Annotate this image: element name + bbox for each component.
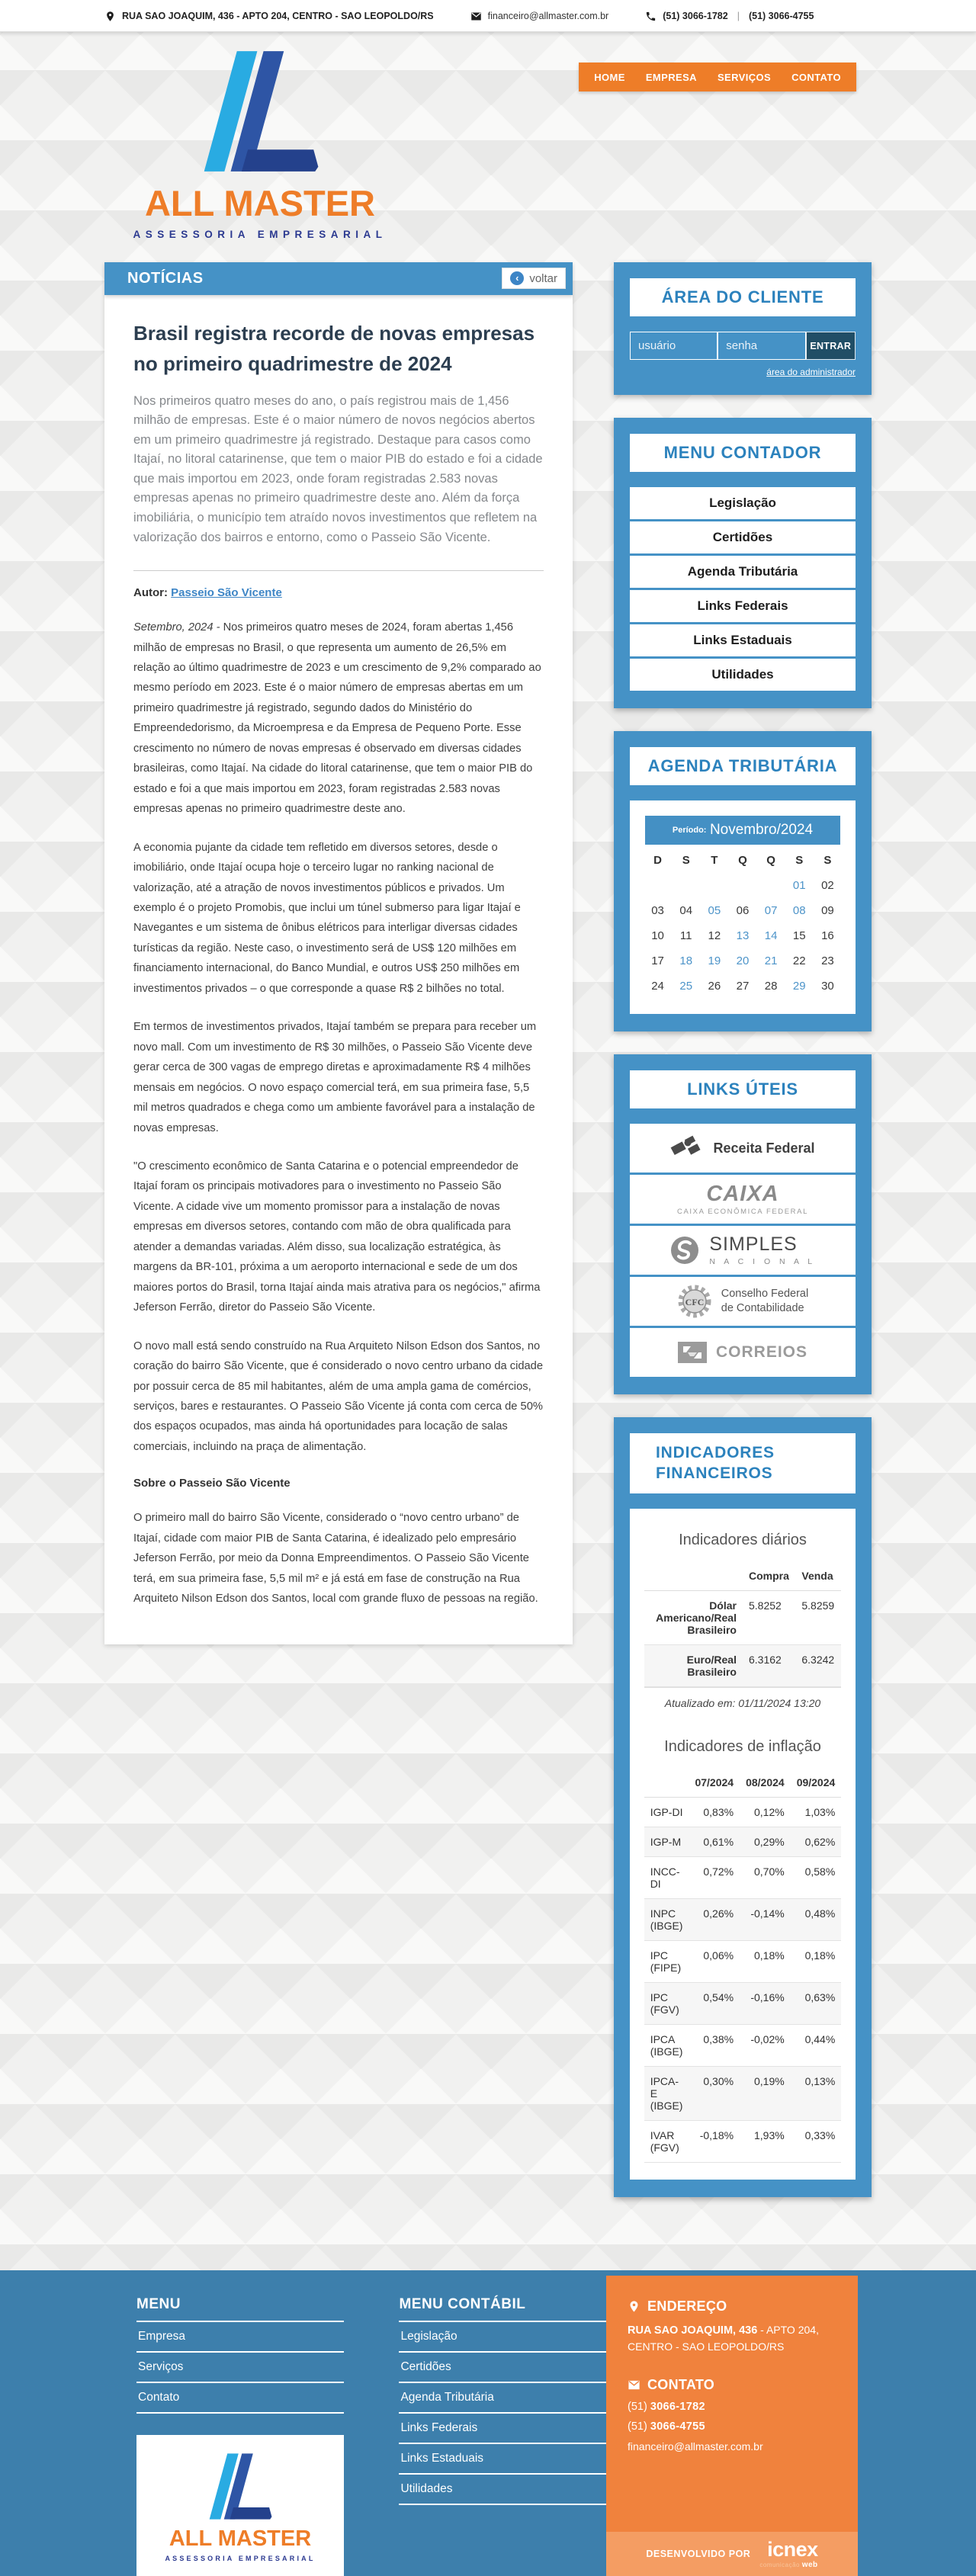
calendar-day: 17 xyxy=(651,954,664,967)
inflation-table-header xyxy=(644,1768,842,1798)
footer-address-line1-bold: RUA SAO JOAQUIM, 436 xyxy=(628,2324,758,2337)
calendar-day: 06 xyxy=(736,904,750,917)
icnex-logo[interactable] xyxy=(759,2539,817,2569)
inflation-col-3: 09/2024 xyxy=(791,1768,842,1798)
inflation-value-1: 0,61% xyxy=(703,1835,734,1848)
link-correios[interactable] xyxy=(630,1328,856,1377)
calendar-day: 28 xyxy=(764,980,778,993)
daily-indicator-venda: 5.8259 xyxy=(801,1599,835,1612)
financial-indicators-title: INDICADORES FINANCEIROS xyxy=(630,1433,856,1493)
calendar-day-header: Q xyxy=(766,854,775,867)
accountant-menu-box xyxy=(614,418,872,708)
back-arrow-icon: ‹ xyxy=(510,271,524,285)
accountant-menu-item[interactable]: Links Estaduais xyxy=(630,624,856,656)
back-button[interactable] xyxy=(502,268,566,289)
article-subheading: Sobre o Passeio São Vicente xyxy=(133,1477,291,1490)
inflation-indicator-row xyxy=(644,2024,842,2066)
calendar-day xyxy=(644,873,672,898)
article-paragraph-6: O primeiro mall do bairro São Vicente, considerado o “novo centro urbano” de Itajaí, cidade com maior PIB de Santa Catarina, é idealizado pelo empresário Jeferson Ferrão, por meio da Donna Empreendimentos. O Passeio São Vicente terá, em sua primeira fase, 5,5 mil m² e já está em fase de construção na Rua Arquiteto Nilson Edson dos Santos, local com grande fluxo de pessoas na região. xyxy=(133,1512,538,1606)
inflation-value-3: 0,48% xyxy=(804,1907,836,1920)
login-button[interactable]: ENTRAR xyxy=(806,332,856,360)
inflation-value-2: -0,02% xyxy=(750,2032,785,2045)
accountant-menu-item[interactable]: Legislação xyxy=(630,487,856,519)
inflation-indicator-row xyxy=(644,1940,842,1982)
topbar-phones xyxy=(645,11,814,22)
daily-indicator-compra: 5.8252 xyxy=(748,1599,782,1612)
calendar-day: 23 xyxy=(821,954,834,967)
footer-logo-title: ALL MASTER xyxy=(169,2526,312,2551)
inflation-value-1: 0,54% xyxy=(703,1991,734,2003)
indicators-card xyxy=(630,1509,856,2180)
nav-link[interactable]: SERVIÇOS xyxy=(717,71,772,83)
nav-link[interactable]: HOME xyxy=(594,71,625,83)
svg-text:CFC: CFC xyxy=(685,1297,705,1307)
daily-indicator-row xyxy=(644,1590,840,1644)
inflation-col-empty xyxy=(644,1768,689,1798)
calendar-day[interactable]: 13 xyxy=(736,929,750,942)
calendar-day[interactable]: 14 xyxy=(764,929,778,942)
link-receita-federal[interactable] xyxy=(630,1124,856,1173)
footer-menu-item[interactable]: Empresa xyxy=(136,2322,344,2353)
password-input[interactable] xyxy=(718,332,805,360)
calendar-day[interactable]: 25 xyxy=(679,980,693,993)
inflation-indicator-label: IVAR (FGV) xyxy=(650,2128,679,2154)
footer-email[interactable]: financeiro@allmaster.com.br xyxy=(628,2440,763,2452)
article-paragraph-5: O novo mall está sendo construído na Rua Arquiteto Nilson Edson dos Santos, no coração do bairro São Vicente, que é considerado o novo centro urbano da cidade por possuir cerca de 85 mil habitantes, além de uma ampla gama de comércios, serviços, bares e restaurantes. O Passeio São Vicente já conta com cerca de 50% dos espaços ocupados, mas ainda há oportunidades para locação de salas comerciais, incluindo na praça de alimentação. xyxy=(133,1339,544,1453)
calendar-day: 26 xyxy=(708,980,721,993)
inflation-indicator-label: IPC (FGV) xyxy=(650,1991,679,2016)
calendar-day: 15 xyxy=(792,929,806,942)
receita-federal-label: Receita Federal xyxy=(713,1140,815,1156)
author-label: Autor: xyxy=(133,586,168,600)
cfc-label-line2: de Contabilidade xyxy=(721,1302,804,1314)
calendar-day: 22 xyxy=(792,954,806,967)
inflation-indicator-row xyxy=(644,2066,842,2120)
inflation-col-1: 07/2024 xyxy=(689,1768,740,1798)
inflation-value-1: 0,83% xyxy=(703,1805,734,1818)
caixa-sublabel: CAIXA ECONÔMICA FEDERAL xyxy=(677,1207,808,1216)
inflation-value-2: 0,29% xyxy=(753,1835,785,1848)
article-author xyxy=(133,586,544,599)
footer-phone-1 xyxy=(628,2401,836,2413)
accountant-menu-list xyxy=(630,487,856,691)
news-column xyxy=(104,262,573,2220)
daily-indicator-label: Dólar Americano/Real Brasileiro xyxy=(656,1599,737,1636)
calendar-day xyxy=(757,873,785,898)
calendar-day: 16 xyxy=(821,929,834,942)
phone-icon xyxy=(645,11,657,22)
inflation-value-2: -0,14% xyxy=(750,1907,785,1920)
inflation-value-3: 0,58% xyxy=(804,1865,836,1878)
footer-accounting-menu-item[interactable]: Links Federais xyxy=(399,2414,617,2444)
inflation-indicator-label: IGP-M xyxy=(650,1835,682,1848)
envelope-icon xyxy=(628,2379,640,2392)
daily-indicator-compra: 6.3162 xyxy=(748,1653,782,1666)
calendar-period-value: Novembro/2024 xyxy=(709,822,814,838)
accountant-menu-title: MENU CONTADOR xyxy=(630,434,856,472)
calendar-day[interactable]: 20 xyxy=(736,954,750,967)
cfc-label-line1: Conselho Federal xyxy=(721,1288,809,1301)
daily-indicators-table xyxy=(644,1561,840,1687)
article-date-lead: Setembro, 2024 - xyxy=(133,621,220,634)
receita-federal-icon xyxy=(670,1135,704,1161)
accountant-menu-item[interactable]: Agenda Tributária xyxy=(630,556,856,588)
inflation-indicator-row xyxy=(644,1827,842,1856)
topbar-address xyxy=(104,11,434,22)
developed-by-label: DESENVOLVIDO POR xyxy=(646,2549,751,2560)
calendar-day: 02 xyxy=(821,879,834,892)
calendar-day[interactable]: 29 xyxy=(792,980,806,993)
daily-col-venda: Venda xyxy=(795,1561,840,1591)
footer-contact-heading xyxy=(628,2377,836,2393)
site-logo[interactable] xyxy=(108,40,413,240)
calendar-day[interactable]: 01 xyxy=(792,879,806,892)
calendar-day: 27 xyxy=(736,980,750,993)
calendar-day[interactable]: 08 xyxy=(792,904,806,917)
link-simples-nacional[interactable] xyxy=(630,1226,856,1275)
link-caixa[interactable] xyxy=(630,1175,856,1224)
nav-link[interactable]: CONTATO xyxy=(791,71,841,83)
icnex-sub-light: comunicação xyxy=(759,2561,802,2568)
logo-title: ALL MASTER xyxy=(144,183,375,223)
main-navigation xyxy=(579,63,856,91)
inflation-indicators-title: Indicadores de inflação xyxy=(664,1737,821,1755)
calendar-week-row xyxy=(644,974,842,999)
inflation-value-1: -0,18% xyxy=(699,2128,734,2141)
inflation-indicator-label: INCC-DI xyxy=(650,1865,680,1890)
inflation-value-3: 0,33% xyxy=(804,2128,836,2141)
calendar-day: 03 xyxy=(651,904,664,917)
calendar-day[interactable]: 18 xyxy=(679,954,693,967)
footer-accounting-menu-item[interactable]: Certidões xyxy=(399,2353,617,2383)
indicators-updated-at: Atualizado em: 01/11/2024 13:20 xyxy=(644,1687,840,1711)
calendar-day-header: T xyxy=(711,854,718,867)
envelope-icon xyxy=(470,11,482,22)
developed-by-bar xyxy=(606,2532,858,2576)
calendar-day-header: Q xyxy=(738,854,747,867)
inflation-indicator-row xyxy=(644,1797,842,1827)
calendar-day: 04 xyxy=(679,904,693,917)
footer-accounting-menu-column xyxy=(399,2296,617,2505)
calendar-day: 09 xyxy=(821,904,834,917)
inflation-indicator-row xyxy=(644,1856,842,1898)
inflation-indicator-row xyxy=(644,1982,842,2024)
inflation-indicators-table xyxy=(644,1768,842,2163)
calendar-day: 12 xyxy=(708,929,721,942)
top-contact-bar xyxy=(0,0,976,32)
icnex-sub-text xyxy=(759,2562,817,2569)
footer-address-text xyxy=(628,2322,836,2356)
inflation-value-3: 0,18% xyxy=(804,1949,836,1962)
cfc-label xyxy=(721,1287,808,1316)
inflation-value-3: 0,62% xyxy=(804,1835,836,1848)
icnex-brand-text: icnex xyxy=(767,2537,818,2561)
inflation-value-3: 0,63% xyxy=(804,1991,836,2003)
footer-menu-column xyxy=(136,2296,344,2576)
correios-icon xyxy=(678,1342,707,1363)
calendar-day-header: S xyxy=(795,854,804,867)
footer-menu-item[interactable]: Serviços xyxy=(136,2353,344,2383)
article-intro: Nos primeiros quatro meses do ano, o país registrou mais de 1,456 milhão de empresas. Este é o maior número de novos negócios abertos em um primeiro quadrimestre já registrado. Destaque para casos como Itajaí, no litoral catarinense, que tem o maior PIB do estado e foi a cidade que mais importou em 2023, onde foram registradas 2.583 novas empresas apenas no primeiro quadrimestre deste ano. Além da força imobiliária, o município tem atraído novos investimentos que refletem na valorização dos bairros e entorno, como o Passeio São Vicente. xyxy=(133,393,543,544)
login-form xyxy=(630,332,856,360)
inflation-value-1: 0,30% xyxy=(703,2074,734,2087)
article-paragraph-1-text: Nos primeiros quatro meses de 2024, foram abertas 1,456 milhão de empresas no Brasil, o que representa um aumento de 26,5% em relação ao último quadrimestre de 2023 e um crescimento de 9,2% comparado ao mesmo período em 2023. Este é o maior número de empresas abertas em um primeiro quadrimestre já registrado, segundo dados do Ministério do Empreendedorismo, da Microempresa e da Empresa de Pequeno Porte. Esse crescimento no número de novas empresas é observado em diversas cidades brasileiras, como Itajaí. Na cidade do litoral catarinense, que tem o maior PIB do estado e foi a que mais importou em 2023, foram registradas 2.583 novas empresas apenas no primeiro quadrimestre deste ano. xyxy=(133,621,541,816)
article-title: Brasil registra recorde de novas empresas no primeiro quadrimestre de 2024 xyxy=(133,322,535,376)
topbar-address-text: RUA SAO JOAQUIM, 436 - APTO 204, CENTRO - SAO LEOPOLDO/RS xyxy=(122,11,434,21)
calendar-period xyxy=(645,816,840,845)
calendar-day[interactable]: 19 xyxy=(708,954,721,967)
simples-nacional-icon xyxy=(669,1235,700,1266)
calendar-day xyxy=(672,873,700,898)
back-button-label: voltar xyxy=(529,271,557,285)
daily-col-empty xyxy=(644,1561,743,1591)
accountant-menu-item[interactable]: Utilidades xyxy=(630,659,856,691)
daily-indicator-row xyxy=(644,1644,840,1686)
inflation-value-2: 0,19% xyxy=(753,2074,785,2087)
footer-phone-1-prefix: (51) xyxy=(628,2400,650,2413)
calendar-day: 24 xyxy=(651,980,664,993)
inflation-value-3: 0,13% xyxy=(804,2074,836,2087)
inflation-indicator-label: INPC (IBGE) xyxy=(650,1907,683,1932)
inflation-col-2: 08/2024 xyxy=(740,1768,791,1798)
article-paragraph-1 xyxy=(133,618,544,820)
topbar-email-text: financeiro@allmaster.com.br xyxy=(487,11,609,21)
inflation-value-2: -0,16% xyxy=(750,1991,785,2003)
financial-indicators-box xyxy=(614,1417,872,2197)
inflation-value-2: 0,12% xyxy=(753,1805,785,1818)
nav-link[interactable]: EMPRESA xyxy=(645,71,697,83)
calendar-day-header: D xyxy=(653,854,662,867)
topbar-phone-1: (51) 3066-1782 xyxy=(663,11,728,21)
calendar-week-row xyxy=(644,948,842,974)
inflation-indicator-row xyxy=(644,2120,842,2162)
inflation-indicator-label: IPC (FIPE) xyxy=(650,1949,682,1974)
inflation-value-1: 0,06% xyxy=(703,1949,734,1962)
cfc-icon xyxy=(677,1284,712,1319)
topbar-email[interactable] xyxy=(470,11,609,22)
daily-table-header xyxy=(644,1561,840,1591)
topbar-phone-2: (51) 3066-4755 xyxy=(748,11,814,21)
calendar-day: 30 xyxy=(821,980,834,993)
footer-accounting-menu-item[interactable]: Links Estaduais xyxy=(399,2444,617,2475)
footer-address-heading xyxy=(628,2299,836,2315)
inflation-value-2: 1,93% xyxy=(753,2128,785,2141)
footer-phone-1-number: 3066-1782 xyxy=(650,2400,705,2413)
inflation-value-1: 0,72% xyxy=(703,1865,734,1878)
inflation-indicator-label: IPCA (IBGE) xyxy=(650,2032,683,2058)
tax-agenda-title: AGENDA TRIBUTÁRIA xyxy=(630,747,856,785)
calendar-day[interactable]: 21 xyxy=(764,954,778,967)
calendar-day xyxy=(728,873,756,898)
client-area-box xyxy=(614,262,872,395)
accountant-menu-item[interactable]: Certidões xyxy=(630,521,856,553)
main-content xyxy=(104,262,872,2270)
tax-calendar xyxy=(644,848,842,999)
site-header xyxy=(104,32,872,262)
inflation-value-2: 0,70% xyxy=(753,1865,785,1878)
inflation-value-2: 0,18% xyxy=(753,1949,785,1962)
calendar-day-header: S xyxy=(682,854,690,867)
useful-links-title: LINKS ÚTEIS xyxy=(630,1070,856,1108)
calendar-day[interactable]: 07 xyxy=(764,904,778,917)
calendar-day: 10 xyxy=(651,929,664,942)
calendar-period-label: Período: xyxy=(672,826,707,835)
daily-indicators-title: Indicadores diários xyxy=(679,1531,807,1548)
caixa-label: CAIXA xyxy=(706,1181,779,1206)
client-area-title: ÁREA DO CLIENTE xyxy=(630,278,856,316)
admin-area-link[interactable]: área do administrador xyxy=(766,367,856,377)
article-paragraph-2: A economia pujante da cidade tem refletido em diversos setores, desde o imobiliário, onde Itajaí ocupa hoje o terceiro lugar no ranking nacional de valorização, até a atração de novos investimentos públicos e privados. Um exemplo é o projeto Promobis, que inclui um túnel submerso para ligar Itajaí e Navegantes e um sistema de ônibus elétricos para interligar diversas cidades turísticas da região. Neste caso, o investimento será de US$ 120 milhões em financiamento internacional, do Banco Mundial, e outros US$ 250 milhões em investimentos privados – o que corresponde a quase R$ 2 bilhões no total. xyxy=(133,841,521,995)
footer-menu-item[interactable]: Contato xyxy=(136,2383,344,2414)
simples-sublabel: N A C I O N A L xyxy=(709,1256,816,1266)
calendar-day[interactable]: 05 xyxy=(708,904,721,917)
link-cfc[interactable] xyxy=(630,1277,856,1326)
footer-address-title: ENDEREÇO xyxy=(647,2298,727,2314)
icnex-sub-bold: web xyxy=(801,2560,818,2569)
footer-accounting-menu-title: MENU CONTÁBIL xyxy=(399,2296,617,2322)
footer-accounting-menu-list xyxy=(399,2322,617,2505)
calendar-card xyxy=(630,800,856,1014)
article-paragraph-3: Em termos de investimentos privados, Itajaí também se prepara para receber um novo mall. Com um investimento de R$ 30 milhões, o Passeio São Vicente deve gerar cerca de 300 vagas de emprego diretas e aproximadamente R$ 4 milhões mensais em negócios. O novo espaço comercial terá, em sua primeira fase, 5,5 mil metros quadrados e chega como um ambiente favorável para a instalação de novas empresas. xyxy=(133,1021,537,1134)
footer-accounting-menu-item[interactable]: Agenda Tributária xyxy=(399,2383,617,2414)
inflation-value-1: 0,38% xyxy=(703,2032,734,2045)
username-input[interactable] xyxy=(630,332,718,360)
footer-address-line2: CENTRO - SAO LEOPOLDO/RS xyxy=(628,2340,785,2353)
calendar-day xyxy=(700,873,728,898)
footer-menu-list xyxy=(136,2322,344,2414)
inflation-indicator-label: IPCA-E (IBGE) xyxy=(650,2074,683,2112)
sidebar xyxy=(614,262,872,2220)
footer-logo-card[interactable] xyxy=(136,2435,344,2576)
footer-logo-mark xyxy=(197,2447,283,2526)
footer-accounting-menu-item[interactable]: Utilidades xyxy=(399,2475,617,2505)
footer-accounting-menu-item[interactable]: Legislação xyxy=(399,2322,617,2353)
inflation-indicator-row xyxy=(644,1898,842,1940)
news-section-header xyxy=(104,262,573,295)
footer-phone-2 xyxy=(628,2420,836,2433)
tax-agenda-box xyxy=(614,731,872,1031)
daily-indicator-label: Euro/Real Brasileiro xyxy=(686,1653,737,1678)
footer-phone-2-prefix: (51) xyxy=(628,2420,650,2433)
location-pin-icon xyxy=(628,2300,640,2313)
calendar-week-row xyxy=(644,923,842,948)
footer-menu-title: MENU xyxy=(136,2296,344,2322)
author-link[interactable]: Passeio São Vicente xyxy=(171,586,282,600)
calendar-day-header: S xyxy=(824,854,832,867)
news-section-title: NOTÍCIAS xyxy=(127,270,204,287)
article-divider xyxy=(133,570,544,571)
footer-contact-panel xyxy=(606,2276,858,2576)
inflation-value-3: 1,03% xyxy=(804,1805,836,1818)
accountant-menu-item[interactable]: Links Federais xyxy=(630,590,856,622)
inflation-indicator-label: IGP-DI xyxy=(650,1805,683,1818)
daily-indicator-venda: 6.3242 xyxy=(801,1653,835,1666)
article-card xyxy=(104,295,573,1644)
article-paragraph-4: "O crescimento econômico de Santa Catarina e o potencial empreendedor de Itajaí foram os principais motivadores para o investimento no Passeio São Vicente. A cidade vive um momento promissor para a instalação de novas empresas em diversos setores, contando com mão de obra qualificada para atender a demandas variadas. Além disso, sua localização estratégica, às margens da BR-101, próxima a um aeroporto internacional e sede de um dos maiores portos do Brasil, torna Itajaí ainda mais atrativa para os negócios," afirma Jeferson Ferrão, diretor do Passeio São Vicente. xyxy=(133,1160,541,1314)
logo-subtitle: ASSESSORIA EMPRESARIAL xyxy=(133,229,387,241)
allmaster-logo-mark xyxy=(182,40,339,183)
calendar-week-row xyxy=(644,898,842,923)
phone-separator: | xyxy=(737,11,740,21)
calendar-day-headers xyxy=(644,848,842,873)
footer-address-line1-rest: - APTO 204, xyxy=(757,2323,819,2336)
footer-contact-title: CONTATO xyxy=(647,2376,715,2392)
useful-links-box xyxy=(614,1054,872,1394)
calendar-week-row xyxy=(644,873,842,898)
simples-label: SIMPLES xyxy=(709,1233,798,1255)
footer-logo-subtitle: ASSESSORIA EMPRESARIAL xyxy=(165,2555,316,2563)
site-footer xyxy=(0,2270,976,2576)
calendar-day: 11 xyxy=(679,929,692,942)
correios-label: CORREIOS xyxy=(715,1343,807,1361)
location-pin-icon xyxy=(104,11,116,22)
inflation-value-3: 0,44% xyxy=(804,2032,836,2045)
daily-col-compra: Compra xyxy=(743,1561,795,1591)
footer-phone-2-number: 3066-4755 xyxy=(650,2420,705,2433)
inflation-value-1: 0,26% xyxy=(703,1907,734,1920)
